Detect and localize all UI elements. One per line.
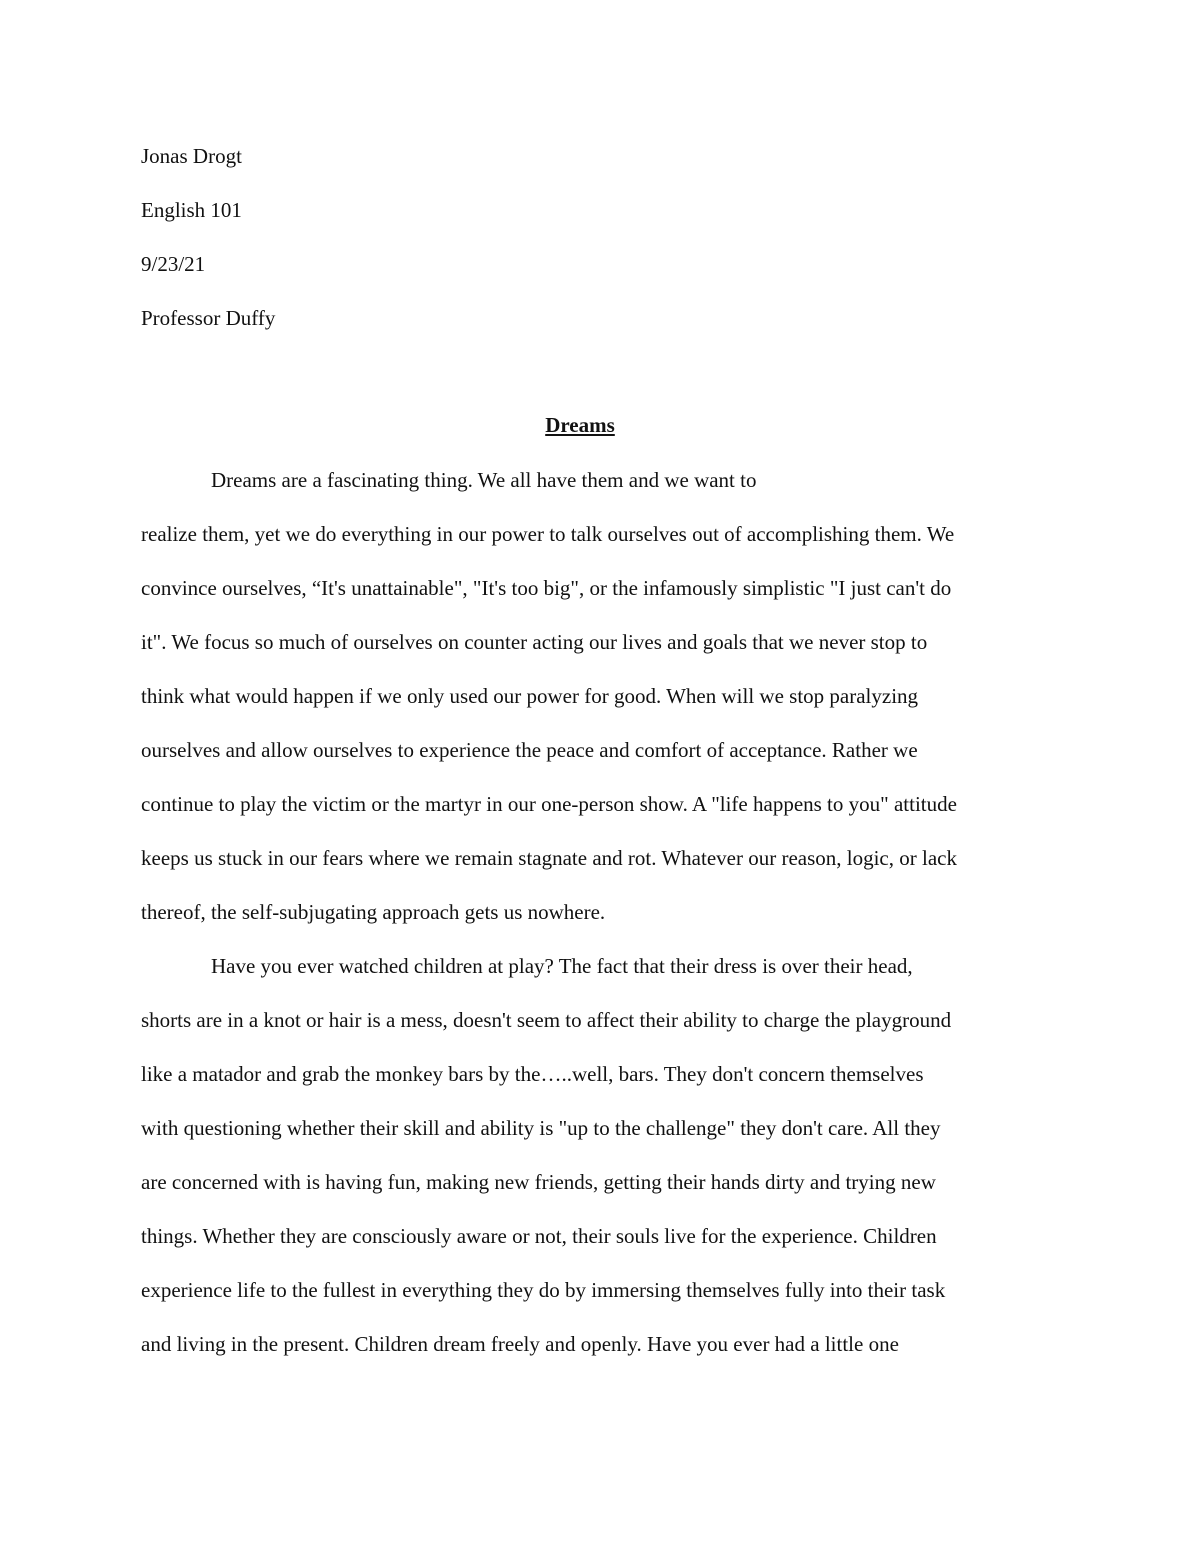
paragraph-line: Dreams are a fascinating thing. We all have them and we want to xyxy=(211,468,757,492)
paragraph-line: Have you ever watched children at play? The fact that their dress is over their head, xyxy=(211,954,913,978)
paragraph-line: and living in the present. Children dream freely and openly. Have you ever had a little one xyxy=(141,1332,899,1356)
paragraph-line: keeps us stuck in our fears where we remain stagnate and rot. Whatever our reason, logic, or lack xyxy=(141,846,957,870)
paragraph-line: with questioning whether their skill and ability is "up to the challenge" they don't care. All they xyxy=(141,1116,941,1140)
paragraph-line: experience life to the fullest in everything they do by immersing themselves fully into their task xyxy=(141,1278,946,1302)
essay-title: Dreams xyxy=(545,413,615,437)
paragraph-line: realize them, yet we do everything in our power to talk ourselves out of accomplishing them. We xyxy=(141,522,955,546)
paragraph-line: convince ourselves, “It's unattainable", "It's too big", or the infamously simplistic "I just can't do xyxy=(141,576,952,600)
paragraph-line: think what would happen if we only used our power for good. When will we stop paralyzing xyxy=(141,684,919,708)
paragraph-line: it". We focus so much of ourselves on counter acting our lives and goals that we never stop to xyxy=(141,630,928,654)
paragraph-line: continue to play the victim or the martyr in our one-person show. A "life happens to you" attitude xyxy=(141,792,957,816)
paragraph-line: things. Whether they are consciously aware or not, their souls live for the experience. Children xyxy=(141,1224,937,1248)
course-name: English 101 xyxy=(141,198,242,222)
paragraph-line: thereof, the self-subjugating approach gets us nowhere. xyxy=(141,900,606,924)
author-name: Jonas Drogt xyxy=(141,144,242,168)
paragraph-line: are concerned with is having fun, making new friends, getting their hands dirty and trying new xyxy=(141,1170,936,1194)
paragraph-line: shorts are in a knot or hair is a mess, doesn't seem to affect their ability to charge the playground xyxy=(141,1008,952,1032)
document-date: 9/23/21 xyxy=(141,252,206,276)
professor-name: Professor Duffy xyxy=(141,306,276,330)
paragraph-line: like a matador and grab the monkey bars by the…..well, bars. They don't concern themselves xyxy=(141,1062,924,1086)
paragraph-line: ourselves and allow ourselves to experience the peace and comfort of acceptance. Rather we xyxy=(141,738,918,762)
